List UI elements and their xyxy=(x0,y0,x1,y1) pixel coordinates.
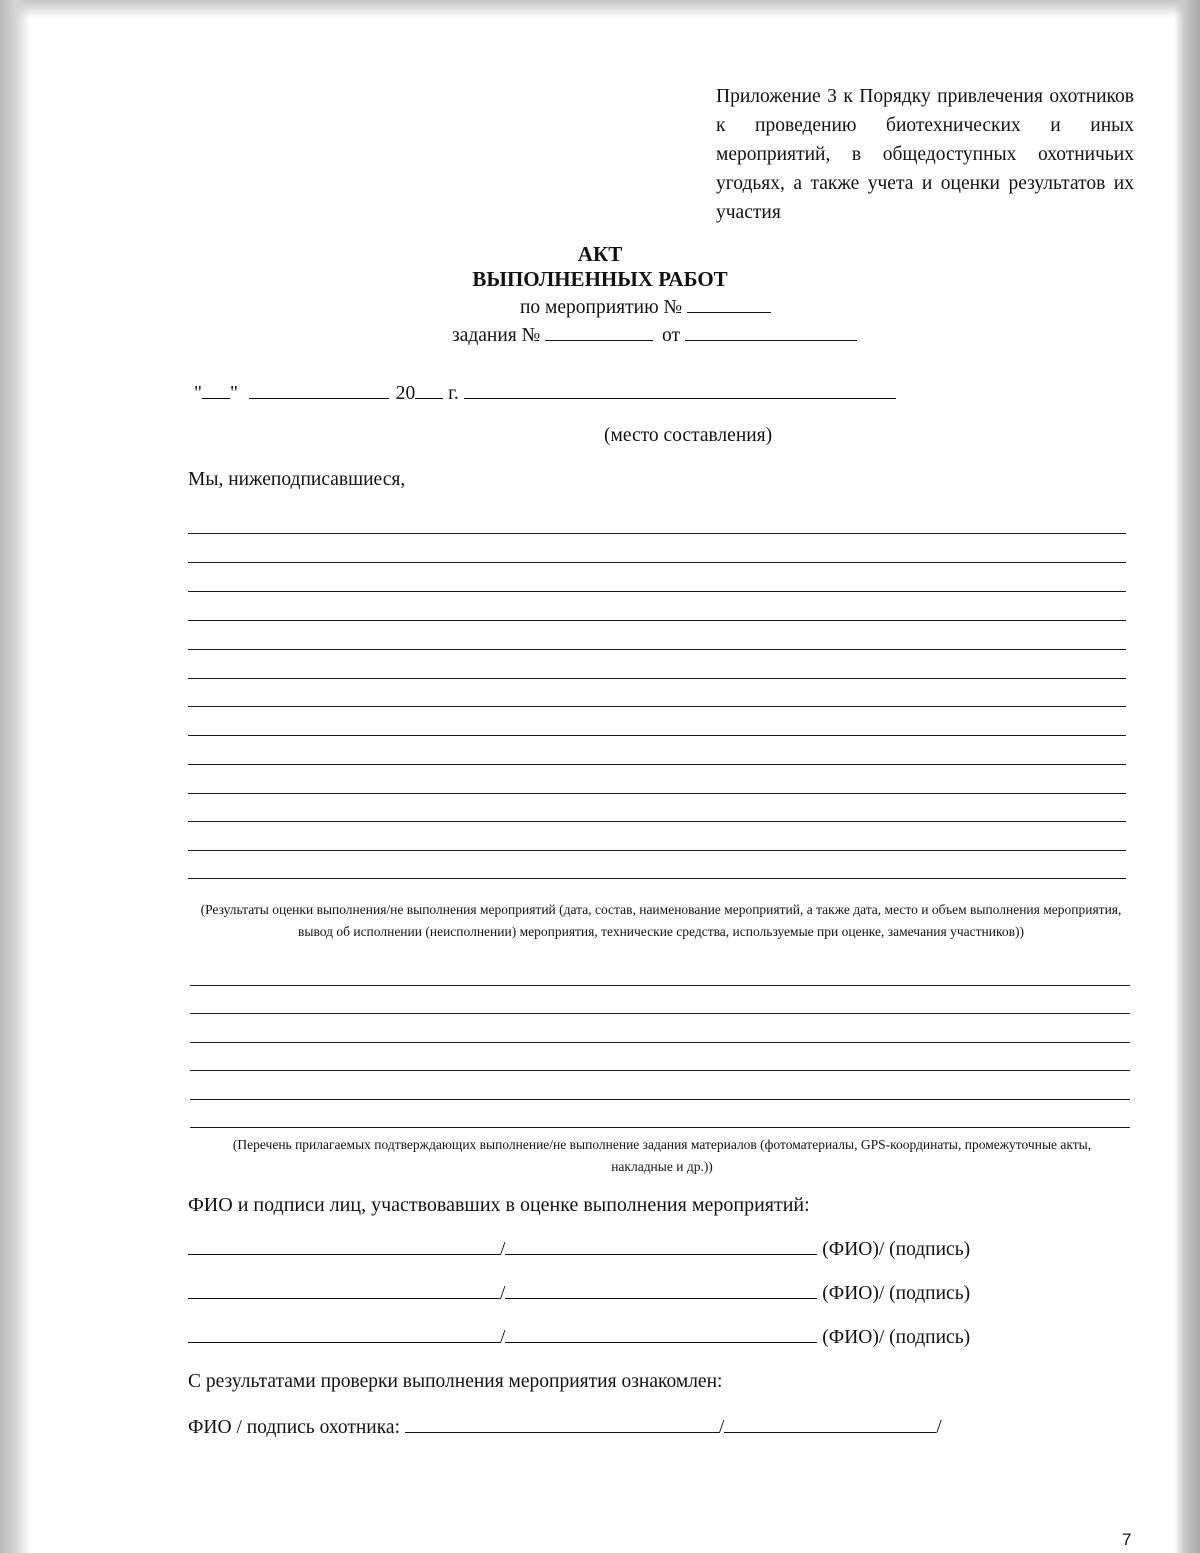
day-field[interactable] xyxy=(202,380,230,399)
blank-line[interactable] xyxy=(190,1099,1130,1100)
signature-sign-field[interactable] xyxy=(505,1280,817,1299)
task-date-field[interactable] xyxy=(685,322,857,341)
hunter-name-field[interactable] xyxy=(405,1414,719,1433)
signature-row xyxy=(188,1324,970,1349)
signature-name-field[interactable] xyxy=(188,1324,500,1343)
signature-slash: / xyxy=(500,1283,506,1304)
blank-line[interactable] xyxy=(190,1042,1130,1043)
signature-sign-field[interactable] xyxy=(505,1236,817,1255)
blank-line[interactable] xyxy=(188,735,1126,736)
date-quote-close: " xyxy=(229,383,238,404)
month-field[interactable] xyxy=(249,380,389,399)
act-title: АКТ xyxy=(577,242,623,266)
date-place-row xyxy=(194,380,896,405)
acquainted-text: С результатами проверки выполнения мероприятия ознакомлен: xyxy=(188,1371,723,1392)
blank-line[interactable] xyxy=(188,878,1126,879)
signature-caption: (ФИО)/ (подпись) xyxy=(822,1283,971,1304)
hunter-slash-end: / xyxy=(936,1417,942,1438)
signature-name-field[interactable] xyxy=(188,1280,500,1299)
task-number-label: задания № xyxy=(452,325,541,346)
signature-slash: / xyxy=(500,1239,506,1260)
year-suffix: г. xyxy=(448,383,459,404)
place-field[interactable] xyxy=(464,380,896,399)
event-number-row xyxy=(520,294,771,319)
hunter-signature-label: ФИО / подпись охотника: xyxy=(188,1417,400,1438)
blank-line[interactable] xyxy=(188,821,1126,822)
results-note: (Результаты оценки выполнения/не выполнения мероприятий (дата, состав, наименование мероприятий, а также дата, место и объем выполнения мероприятия, вывод об исполнении (неисполнении) мероприятия, технические средства, используемые при оценке, замечания участников)) xyxy=(200,902,1122,939)
signature-sign-field[interactable] xyxy=(505,1324,817,1343)
blank-line[interactable] xyxy=(190,1127,1130,1128)
signatures-heading: ФИО и подписи лиц, участвовавших в оценке выполнения мероприятий: xyxy=(188,1194,810,1216)
intro-text: Мы, нижеподписавшиеся, xyxy=(188,469,406,490)
signature-name-field[interactable] xyxy=(188,1236,500,1255)
blank-line[interactable] xyxy=(190,985,1130,986)
appendix-reference: Приложение 3 к Порядку привлечения охотников к проведению биотехнических и иных мероприятий, в общедоступных охотничьих угодьях, а также учета и оценки результатов их участия xyxy=(716,86,1134,223)
year-prefix: 20 xyxy=(395,383,416,404)
year-field[interactable] xyxy=(415,380,443,399)
signature-caption: (ФИО)/ (подпись) xyxy=(822,1239,971,1260)
blank-line[interactable] xyxy=(188,793,1126,794)
blank-line[interactable] xyxy=(188,649,1126,650)
blank-line[interactable] xyxy=(188,678,1126,679)
blank-line[interactable] xyxy=(188,533,1126,534)
event-number-label: по мероприятию № xyxy=(520,297,683,318)
blank-line[interactable] xyxy=(188,620,1126,621)
date-quote-open: " xyxy=(194,383,202,404)
blank-line[interactable] xyxy=(190,1070,1130,1071)
task-number-row xyxy=(452,322,857,347)
blank-line[interactable] xyxy=(188,850,1126,851)
place-caption: (место составления) xyxy=(604,425,773,446)
hunter-signature-row xyxy=(188,1414,942,1439)
blank-line[interactable] xyxy=(188,591,1126,592)
blank-line[interactable] xyxy=(188,562,1126,563)
hunter-sign-field[interactable] xyxy=(724,1414,936,1433)
event-number-field[interactable] xyxy=(687,294,771,313)
signature-row xyxy=(188,1280,970,1305)
task-number-field[interactable] xyxy=(545,322,653,341)
blank-line[interactable] xyxy=(188,764,1126,765)
signature-caption: (ФИО)/ (подпись) xyxy=(822,1327,971,1348)
hunter-slash: / xyxy=(718,1417,725,1438)
task-date-label: от xyxy=(662,325,681,346)
page-number: 7 xyxy=(1122,1530,1132,1549)
signature-row xyxy=(188,1236,970,1261)
act-subtitle: ВЫПОЛНЕННЫХ РАБОТ xyxy=(472,267,728,291)
materials-note: (Перечень прилагаемых подтверждающих выполнение/не выполнение задания материалов (фотоматериалы, GPS-координаты, промежуточные акты, накладные и др.)) xyxy=(232,1137,1092,1174)
blank-line[interactable] xyxy=(190,1013,1130,1014)
blank-line[interactable] xyxy=(188,706,1126,707)
signature-slash: / xyxy=(500,1327,506,1348)
